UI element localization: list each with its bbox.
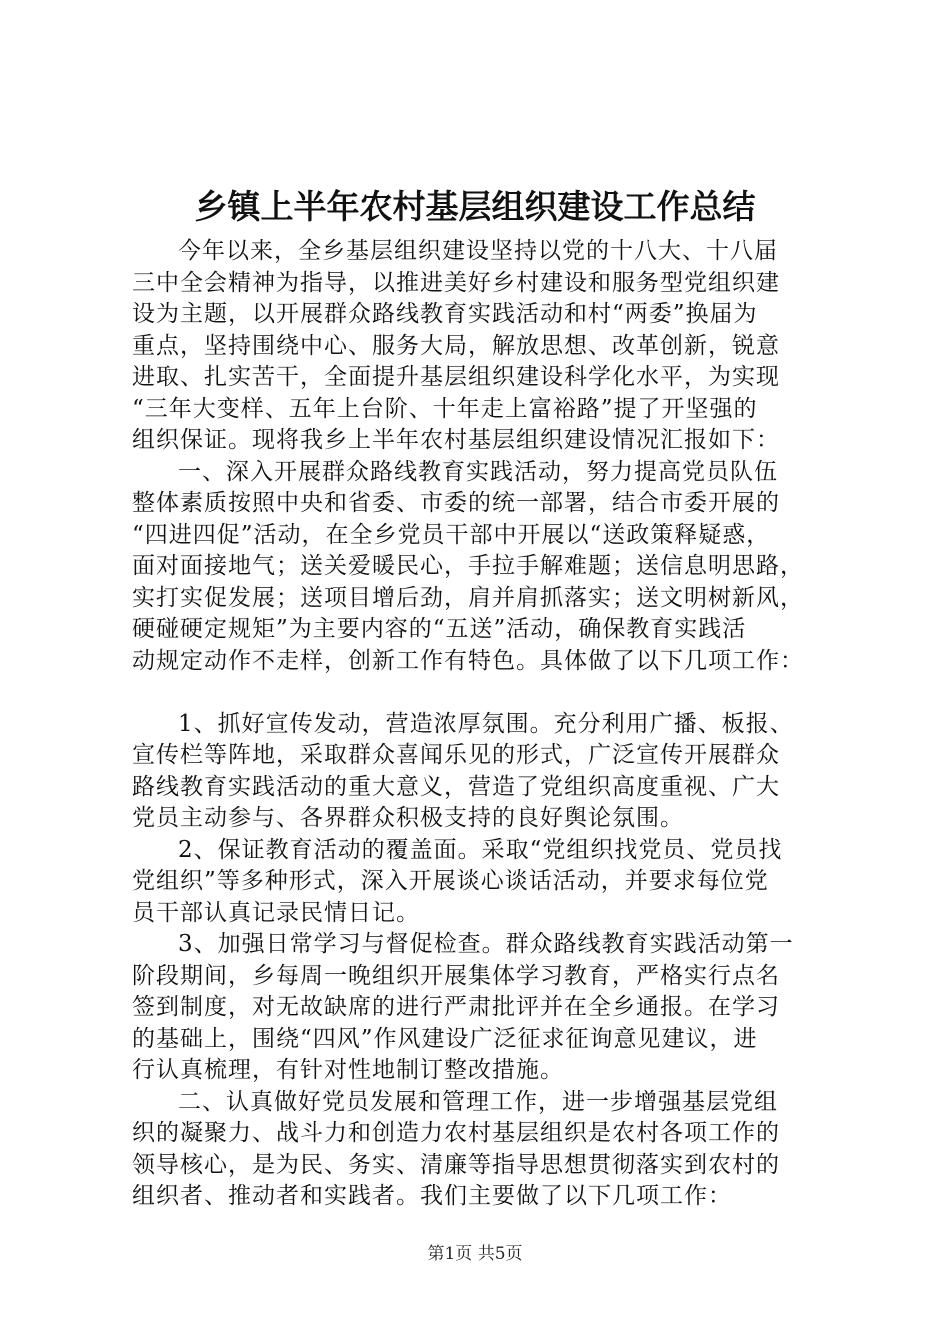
text-line: 领导核心，是为民、务实、清廉等指导思想贯彻落实到农村的 (132, 1151, 780, 1178)
text-line: “三年大变样、五年上台阶、十年走上富裕路”提了开坚强的 (132, 395, 758, 422)
text-line: 三中全会精神为指导，以推进美好乡村建设和服务型党组织建 (132, 269, 780, 296)
text-line: 行认真梳理，有针对性地制订整改措施。 (132, 1057, 564, 1083)
text-line: “四进四促”活动，在全乡党员干部中开展以“送政策释疑惑， (132, 521, 771, 548)
text-line: 二、认真做好党员发展和管理工作，进一步增强基层党组 (178, 1088, 778, 1115)
text-line: 3、加强日常学习与督促检查。群众路线教育实践活动第一 (178, 931, 794, 957)
document-body (132, 236, 832, 1213)
text-line: 党员主动参与、各界群众积极支持的良好舆论氛围。 (132, 805, 684, 831)
text-line: 今年以来，全乡基层组织建设坚持以党的十八大、十八届 (178, 238, 778, 264)
text-line: 重点，坚持围绕中心、服务大局，解放思想、改革创新，锐意 (132, 332, 780, 359)
blank-line (132, 677, 832, 709)
text-line: 阶段期间，乡每周一晚组织开展集体学习教育，严格实行点名 (132, 962, 780, 989)
text-line: 党组织”等多种形式，深入开展谈心谈话活动，并要求每位党 (132, 868, 769, 894)
text-line: 硬碰硬定规矩”为主要内容的“五送”活动，确保教育实践活 (132, 616, 747, 642)
text-line: 进取、扎实苦干，全面提升基层组织建设科学化水平，为实现 (132, 364, 780, 390)
text-line: 整体素质按照中央和省委、市委的统一部署，结合市委开展的 (132, 490, 780, 516)
text-line: 2、保证教育活动的覆盖面。采取“党组织找党员、党员找 (178, 836, 783, 863)
text-line: 动规定动作不走样，创新工作有特色。具体做了以下几项工作： (132, 647, 804, 674)
text-line: 设为主题，以开展群众路线教育实践活动和村“两委”换届为 (132, 301, 758, 327)
page-footer: 第1页 共5页 (427, 1244, 523, 1264)
text-line: 的基础上，围绕“四风”作风建设广泛征求征询意见建议，进 (132, 1025, 758, 1052)
text-line: 1、抓好宣传发动，营造浓厚氛围。充分利用广播、板报、 (178, 710, 794, 737)
text-line: 实打实促发展；送项目增后劲，肩并肩抓落实；送文明树新风， (132, 584, 804, 611)
text-line: 面对面接地气；送关爱暖民心，手拉手解难题；送信息明思路， (132, 553, 804, 579)
text-line: 一、深入开展群众路线教育实践活动，努力提高党员队伍 (178, 458, 778, 485)
text-line: 组织保证。现将我乡上半年农村基层组织建设情况汇报如下： (132, 427, 780, 453)
text-line: 路线教育实践活动的重大意义，营造了党组织高度重视、广大 (132, 773, 780, 800)
text-line: 组织者、推动者和实践者。我们主要做了以下几项工作： (132, 1183, 732, 1209)
text-line: 员干部认真记录民情日记。 (132, 899, 420, 926)
text-line: 织的凝聚力、战斗力和创造力农村基层组织是农村各项工作的 (132, 1120, 780, 1146)
text-line: 签到制度，对无故缺席的进行严肃批评并在全乡通报。在学习 (132, 994, 780, 1020)
text-line: 宣传栏等阵地，采取群众喜闻乐见的形式，广泛宣传开展群众 (132, 742, 780, 768)
document-title: 乡镇上半年农村基层组织建设工作总结 (194, 187, 756, 226)
